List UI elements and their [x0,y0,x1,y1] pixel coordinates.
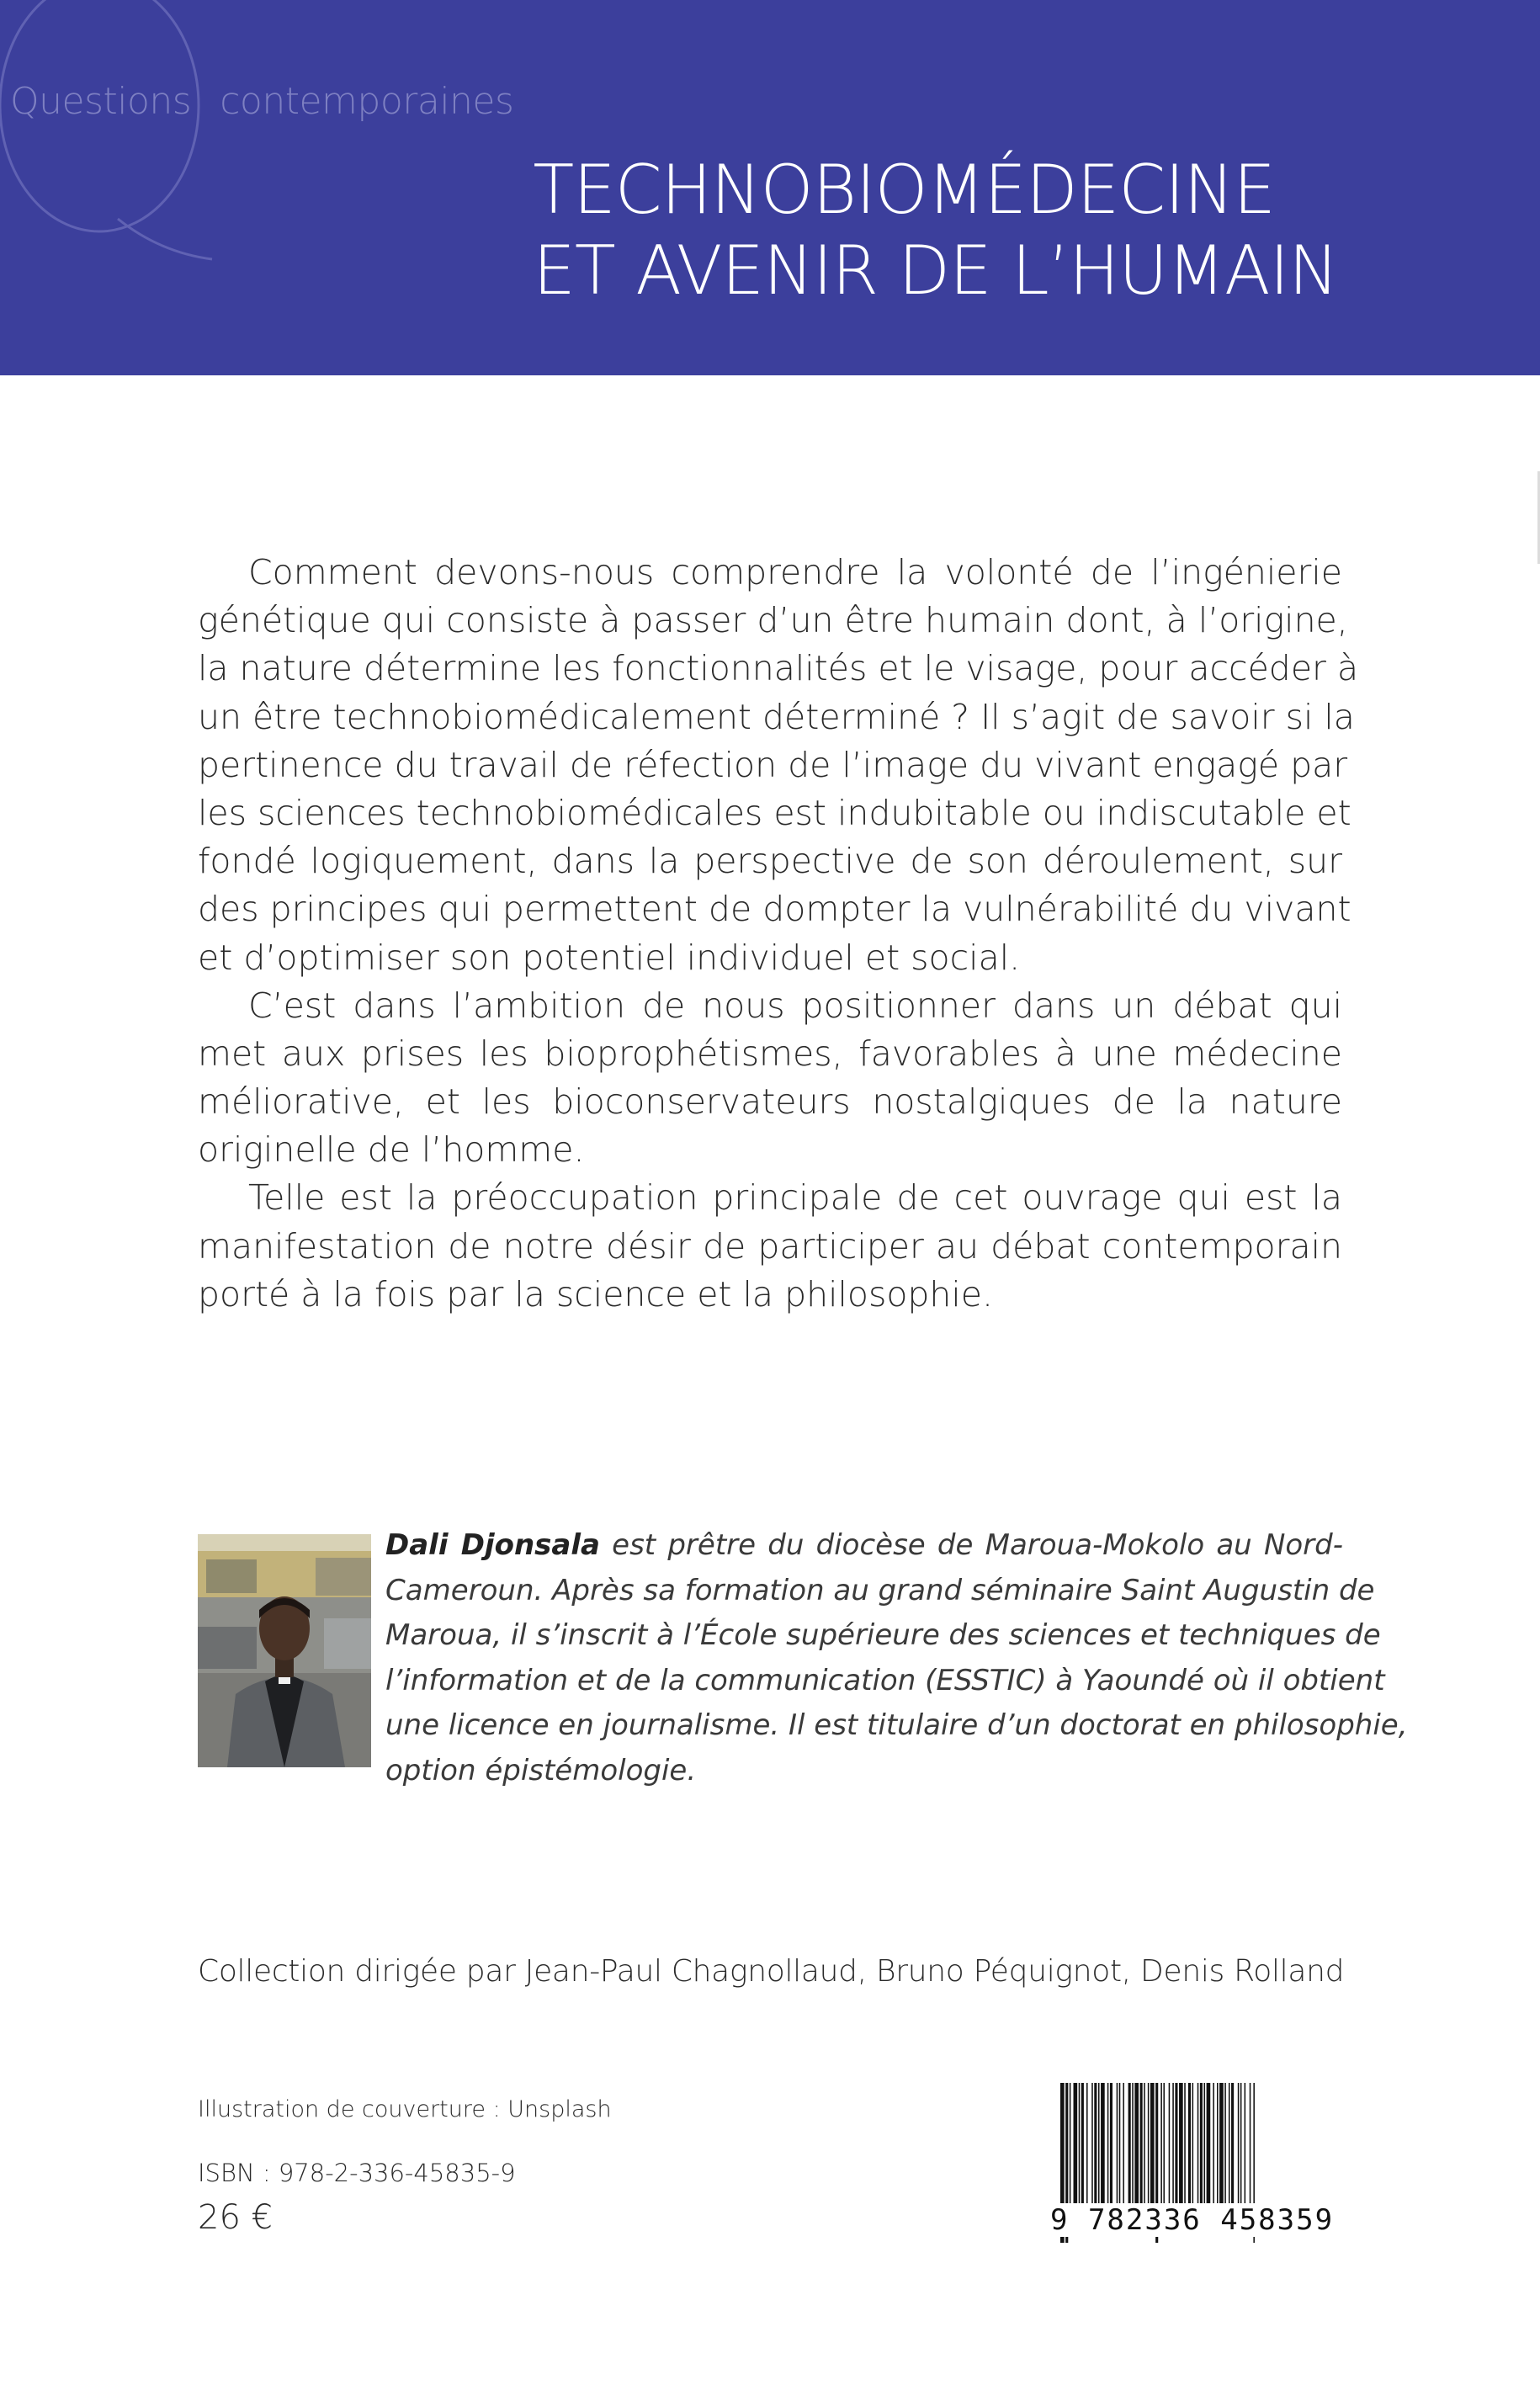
barcode-bar [1086,2083,1088,2209]
barcode-bar [1188,2083,1191,2209]
barcode-bar [1070,2083,1071,2209]
barcode-bar [1240,2083,1242,2209]
barcode-bar [1144,2083,1145,2209]
barcode-bar [1197,2083,1199,2209]
barcode-bar [1079,2083,1081,2209]
barcode-bar [1184,2083,1186,2209]
barcode-bar [1134,2083,1139,2209]
barcode-bar [1081,2083,1084,2209]
book-title [533,150,1338,311]
series-word-contemporaines: contemporaines [220,80,514,123]
barcode-bar [1179,2083,1183,2209]
barcode-bar [1094,2083,1097,2209]
barcode-digits: 9 782336 458359 [1049,2203,1346,2237]
isbn: ISBN : 978-2-336-45835-9 [198,2159,516,2187]
barcode-bar [1148,2083,1150,2209]
summary-line: méliorative, et les bioconservateurs nostalgiques de la nature [198,1081,1342,1123]
barcode-bar [1117,2083,1118,2209]
series-q-logo [0,0,227,286]
summary-line: les sciences technobiomédicales est indubitable ou indiscutable et [198,792,1351,833]
barcode-bar [1110,2083,1113,2209]
author-photo [198,1534,371,1767]
summary-line: la nature détermine les fonctionnalités et le visage, pour accéder à [198,648,1359,689]
cover-illustration-credit: Illustration de couverture : Unsplash [198,2096,612,2122]
barcode-bar [1098,2083,1100,2209]
summary-line: pertinence du travail de réfection de l’image du vivant engagé par [198,744,1348,785]
barcode-bar [1238,2083,1240,2209]
author-name: Dali Djonsala [385,1528,600,1562]
author-bio-line: Maroua, il s’inscrit à l’École supérieure des sciences et techniques de [385,1618,1381,1652]
barcode-bar [1229,2083,1230,2209]
barcode-bar [1132,2083,1134,2209]
book-title-line-1: TECHNOBIOMÉDECINE [533,151,1276,229]
barcode-bar [1207,2083,1211,2209]
series-label [10,80,513,123]
barcode-bar [1107,2083,1109,2209]
barcode-bar [1192,2083,1194,2209]
author-portrait-illustration [198,1534,371,1767]
barcode-bar [1123,2083,1124,2209]
barcode-bar [1101,2083,1105,2209]
summary-line: C’est dans l’ambition de nous positionner dans un débat qui [248,985,1342,1026]
summary-line: originelle de l’homme. [198,1129,585,1171]
summary-line: met aux prises les bioprophétismes, favorables à une médecine [198,1033,1342,1074]
summary-line: des principes qui permettent de dompter la vulnérabilité du vivant [198,889,1351,930]
barcode-bar [1140,2083,1143,2209]
barcode-bar [1217,2083,1219,2209]
barcode-bar [1200,2083,1203,2209]
summary-line: Comment devons-nous comprendre la volonté de l’ingénierie [248,552,1342,592]
barcode-bar [1074,2083,1078,2209]
summary-line: Telle est la préoccupation principale de cet ouvrage qui est la [248,1177,1342,1219]
author-bio [385,1523,1408,1793]
barcode-bar [1160,2083,1162,2209]
summary-line: manifestation de notre désir de participer au débat contemporain [198,1225,1342,1267]
header-band [0,0,1540,375]
author-bio-line: l’information et de la communication (ESSTIC) à Yaoundé où il obtient [385,1663,1385,1697]
barcode-bar [1128,2083,1131,2209]
barcode-bar [1091,2083,1093,2209]
summary-line: et d’optimiser son potentiel individuel et social. [198,937,1021,978]
barcode-bar [1224,2083,1226,2209]
author-bio-line-1-rest: est prêtre du diocèse de Maroua-Mokolo au Nord- [599,1528,1344,1562]
author-bio-line: option épistémologie. [385,1753,697,1787]
summary-line: fondé logiquement, dans la perspective de son déroulement, sur [198,841,1342,882]
author-bio-line: une licence en journalisme. Il est titulaire d’un doctorat en philosophie, [385,1708,1408,1742]
collection-credits: Collection dirigée par Jean-Paul Chagnollaud, Bruno Péquignot, Denis Rolland [198,1954,1345,1989]
barcode-bar [1172,2083,1174,2209]
barcode-bar [1175,2083,1177,2209]
barcode-bar [1163,2083,1165,2209]
barcode-bar [1119,2083,1121,2209]
author-bio-line [385,1523,1343,1569]
book-summary [198,549,1359,1319]
summary-line: porté à la fois par la science et la philosophie. [198,1273,994,1315]
summary-line: un être technobiomédicalement déterminé ? Il s’agit de savoir si la [198,696,1355,737]
price: 26 € [198,2198,273,2237]
barcode-bar [1204,2083,1206,2209]
barcode-bar [1231,2083,1234,2209]
barcode-bar [1250,2083,1251,2209]
book-title-line-2: ET AVENIR DE L’HUMAIN [533,231,1338,310]
author-bio-line: Cameroun. Après sa formation au grand séminaire Saint Augustin de [385,1573,1375,1607]
barcode-bar [1169,2083,1171,2209]
barcode-bar [1245,2083,1246,2209]
series-word-questions: Questions [10,80,192,123]
barcode-bar [1150,2083,1155,2209]
barcode-bar [1213,2083,1214,2209]
barcode-bar [1219,2083,1224,2209]
summary-line: génétique qui consiste à passer d’un être humain dont, à l’origine, [198,600,1348,641]
